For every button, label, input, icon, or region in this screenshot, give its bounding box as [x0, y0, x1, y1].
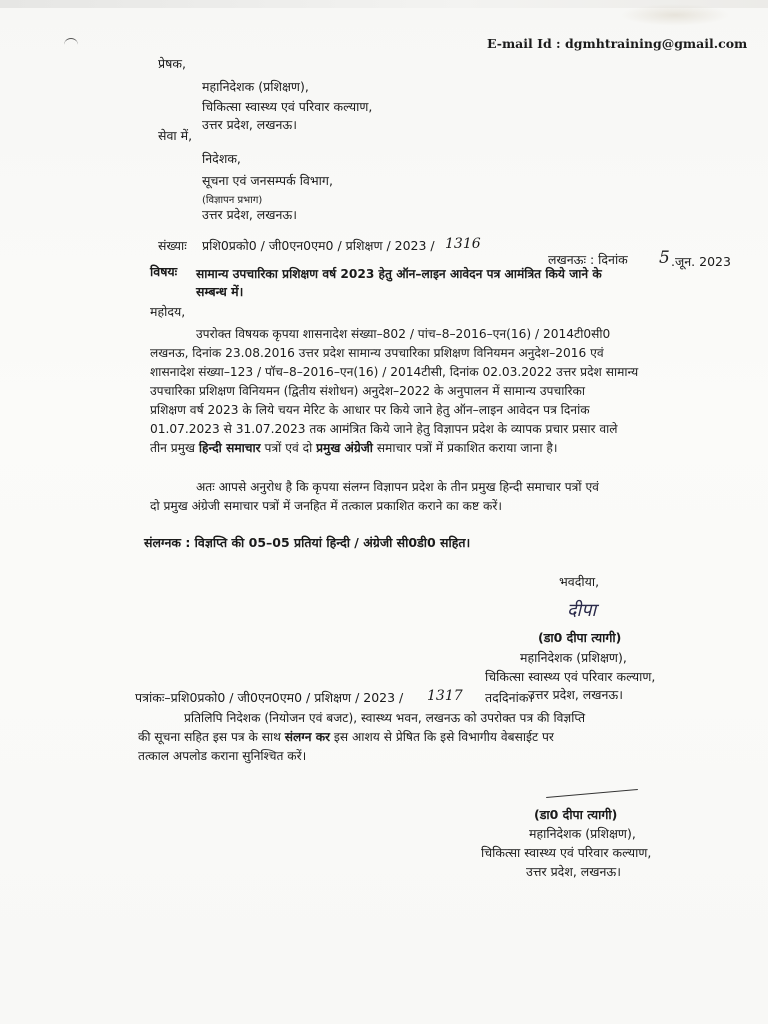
copy-ref-suffix: तददिनांक।: [485, 690, 534, 705]
copy-line-1: प्रतिलिपि निदेशक (नियोजन एवं बजट), स्वास्थ्य भवन, लखनऊ को उपरोक्त पत्र की विज्ञप्ति: [184, 711, 586, 725]
copy-ref-label: पत्रांकः–प्रशि0प्रको0 / जी0एन0एम0 / प्रशिक्षण / 2023 /: [135, 690, 404, 705]
place-date-label: लखनऊः : दिनांक: [548, 252, 628, 267]
subject-label: विषयः: [150, 264, 178, 279]
body-line: प्रशिक्षण वर्ष 2023 के लिये चयन मेरिट के आधार पर किये जाने हेतु ऑन–लाइन आवेदन पत्र दिनांक: [150, 403, 590, 417]
subject-line-1: सामान्य उपचारिका प्रशिक्षण वर्ष 2023 हेतु ऑन–लाइन आवेदन पत्र आमंत्रित किये जाने के: [196, 267, 602, 281]
paper-smudge: [620, 4, 730, 26]
closing2-line-2: चिकित्सा स्वास्थ्य एवं परिवार कल्याण,: [481, 845, 652, 860]
copy-text: इस आशय से प्रेषित कि इसे विभागीय वेबसाईट पर: [333, 730, 554, 744]
reference-label: संख्याः: [158, 238, 187, 253]
salutation: महोदय,: [150, 304, 186, 319]
recipient-line-2: सूचना एवं जनसम्पर्क विभाग,: [202, 173, 333, 188]
body-bold-english: प्रमुख अंग्रेजी: [316, 441, 373, 455]
recipient-line-3: (विज्ञापन प्रभाग): [202, 195, 263, 206]
closing2-name: (डा0 दीपा त्यागी): [534, 807, 618, 822]
punch-mark: [64, 38, 78, 47]
email-line: E-mail Id : dgmhtraining@gmail.com: [487, 36, 748, 51]
sender-label: प्रेषक,: [158, 56, 186, 71]
enclosure-line: संलग्नक : विज्ञप्ति की 05–05 प्रतियां हिन्दी / अंग्रेजी सी0डी0 सहित।: [144, 535, 471, 550]
signature-stroke: [546, 789, 638, 798]
body-line: दो प्रमुख अंग्रेजी समाचार पत्रों में जनहित में तत्काल प्रकाशित कराने का कष्ट करें।: [150, 499, 502, 513]
body-line-last: [150, 440, 558, 456]
sender-line-2: चिकित्सा स्वास्थ्य एवं परिवार कल्याण,: [202, 99, 373, 114]
closing-name: (डा0 दीपा त्यागी): [538, 630, 622, 645]
copy-line-3: तत्काल अपलोड कराना सुनिश्चित करें।: [138, 749, 307, 763]
closing2-line-1: महानिदेशक (प्रशिक्षण),: [529, 826, 636, 841]
copy-text: की सूचना सहित इस पत्र के साथ: [138, 730, 281, 744]
subject-line-2: सम्बन्ध में।: [196, 284, 244, 299]
body-line: उपरोक्त विषयक कृपया शासनादेश संख्या–802 / पांच–8–2016–एन(16) / 2014टी0सी0: [196, 327, 611, 341]
body-text: तीन प्रमुख: [150, 441, 195, 455]
closing-line-3: उत्तर प्रदेश, लखनऊ।: [528, 687, 623, 702]
closing-line-2: चिकित्सा स्वास्थ्य एवं परिवार कल्याण,: [485, 669, 656, 684]
reference-number: प्रशि0प्रको0 / जी0एन0एम0 / प्रशिक्षण / 2023 /: [202, 238, 435, 253]
date-handwritten-day: 5: [659, 248, 670, 268]
body-line: लखनऊ, दिनांक 23.08.2016 उत्तर प्रदेश सामान्य उपचारिका प्रशिक्षण विनियमन अनुदेश–2016 एवं: [150, 346, 604, 360]
body-text: समाचार पत्रों में प्रकाशित कराया जाना है।: [376, 441, 558, 455]
copy-bold-enclosed: संलग्न कर: [284, 730, 331, 744]
closing-line-1: महानिदेशक (प्रशिक्षण),: [520, 650, 627, 665]
reference-handwritten-number: 1316: [445, 236, 481, 252]
body-bold-hindi-news: हिन्दी समाचार: [198, 441, 261, 455]
body-text: पत्रों एवं दो: [264, 441, 313, 455]
recipient-line-4: उत्तर प्रदेश, लखनऊ।: [202, 207, 297, 222]
body-line: उपचारिका प्रशिक्षण विनियमन (द्वितीय संशोधन) अनुदेश–2022 के अनुपालन में सामान्य उपचारिका: [150, 384, 586, 398]
date-month-year: .जून. 2023: [671, 254, 731, 269]
body-line: अतः आपसे अनुरोध है कि कृपया संलग्न विज्ञापन प्रदेश के तीन प्रमुख हिन्दी समाचार पत्रों एवं: [196, 480, 599, 494]
closing-yours: भवदीया,: [559, 574, 600, 589]
sender-line-3: उत्तर प्रदेश, लखनऊ।: [202, 117, 297, 132]
recipient-label: सेवा में,: [158, 128, 193, 143]
closing2-line-3: उत्तर प्रदेश, लखनऊ।: [526, 864, 621, 879]
sender-line-1: महानिदेशक (प्रशिक्षण),: [202, 79, 309, 94]
signature-mark: दीपा: [567, 600, 597, 621]
body-line: शासनादेश संख्या–123 / पॉच–8–2016–एन(16) / 2014टीसी, दिनांक 02.03.2022 उत्तर प्रदेश सामान्य: [150, 365, 639, 379]
body-line: 01.07.2023 से 31.07.2023 तक आमंत्रित किये जाने हेतु विज्ञापन प्रदेश के व्यापक प्रचार प्रसार वाले: [150, 422, 618, 436]
copy-handwritten-number: 1317: [427, 688, 463, 704]
recipient-line-1: निदेशक,: [202, 151, 241, 166]
copy-line-2: [138, 729, 554, 745]
